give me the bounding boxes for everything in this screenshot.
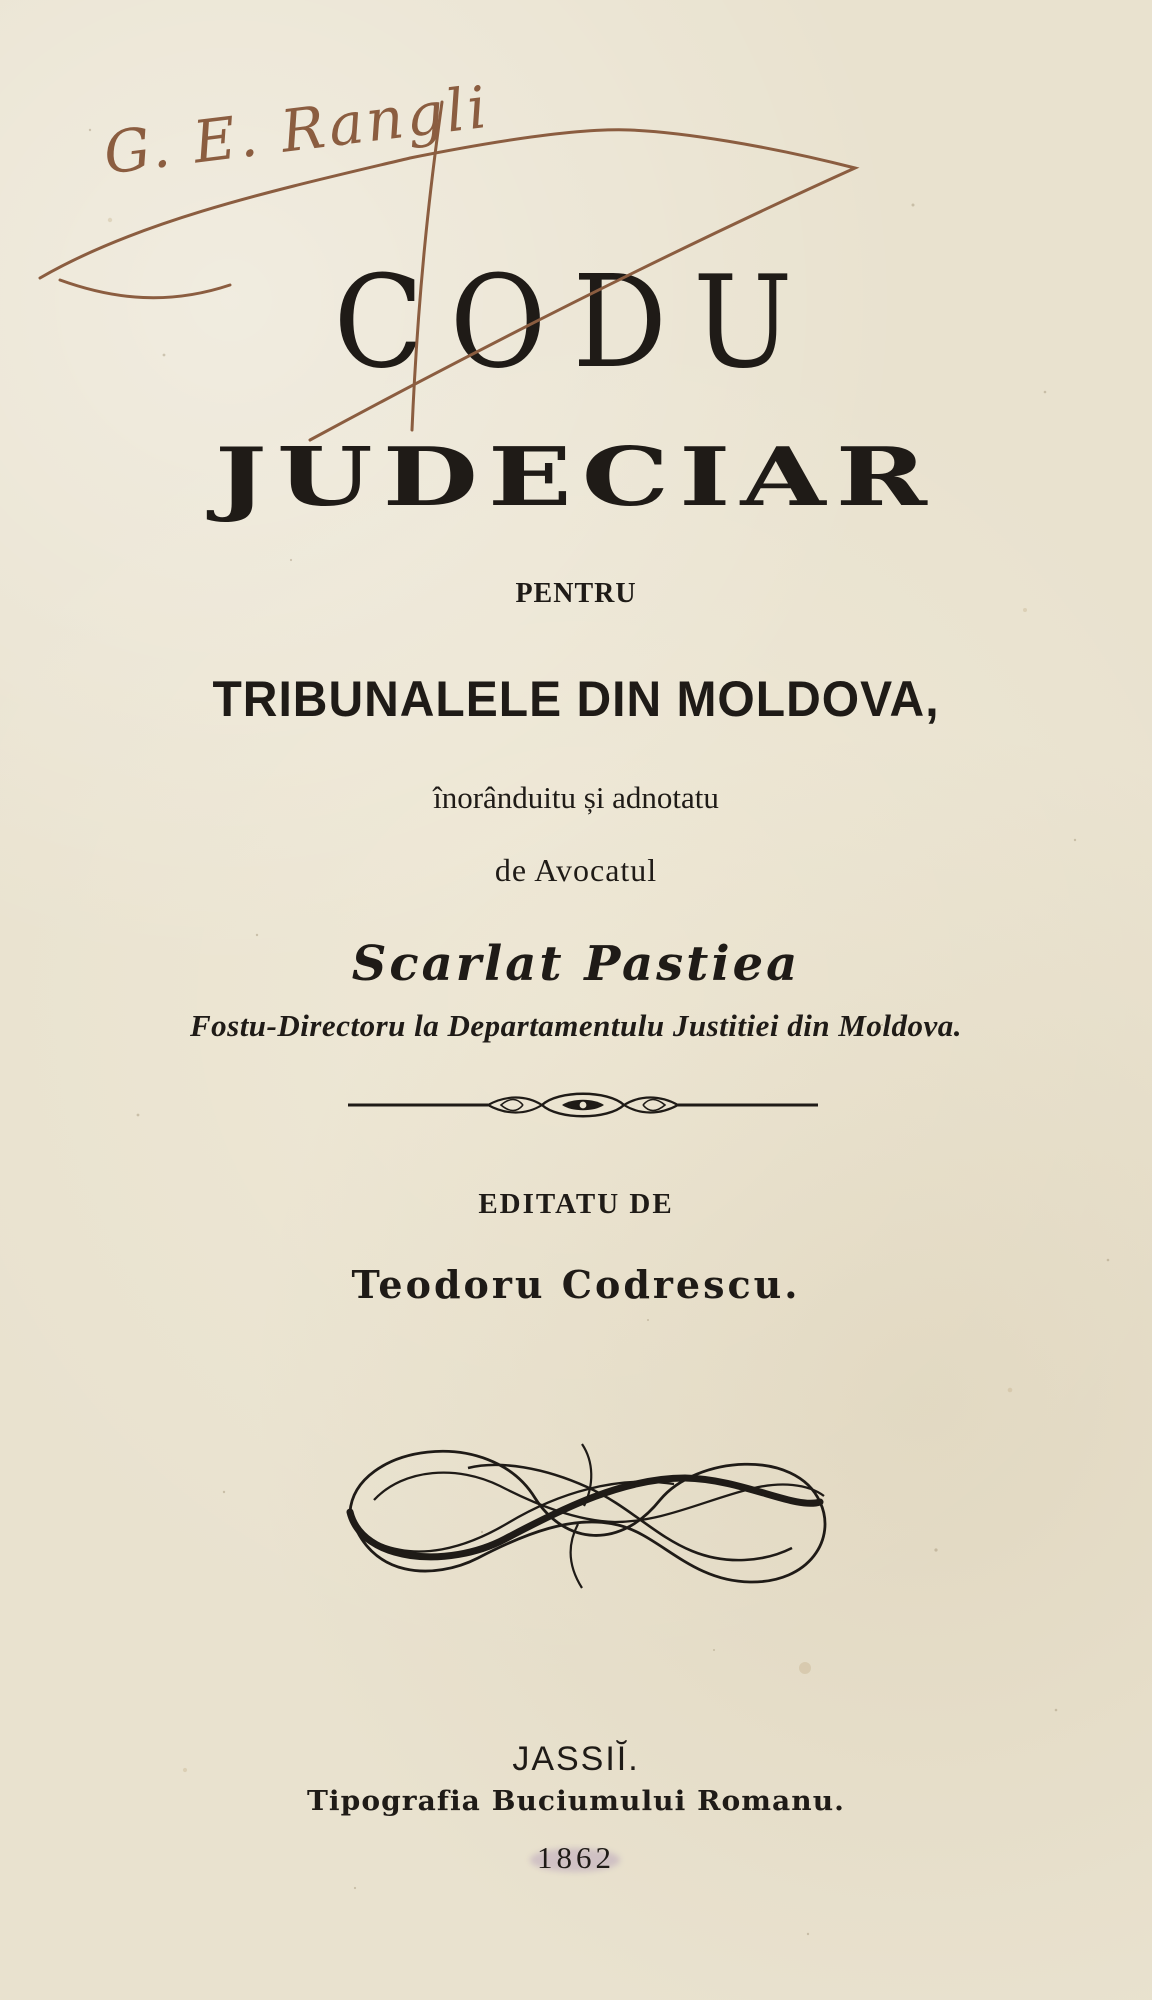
imprint-city: JASSIĬ.: [512, 1740, 640, 1778]
imprint-year: 1862: [537, 1840, 615, 1875]
author-role: Fostu-Directoru la Departamentulu Justitiei din Moldova.: [189, 1008, 963, 1043]
for-label: PENTRU: [515, 578, 637, 609]
title-line-1: CODU: [333, 247, 819, 397]
jurisdiction-line: TRIBUNALELE DIN MOLDOVA,: [212, 671, 940, 728]
description-line: înorânduitu și adnotatu: [433, 780, 719, 815]
editor-name: Teodoru Codrescu.: [351, 1262, 801, 1307]
signature-text: G. E. Rangli: [100, 72, 493, 188]
advocate-line: de Avocatul: [494, 852, 658, 888]
edition-label: EDITATU DE: [478, 1188, 674, 1220]
imprint-press: Tipografia Buciumului Romanu.: [306, 1786, 845, 1817]
author-name: Scarlat Pastiea: [351, 936, 801, 992]
title-line-2: JUDECIAR: [214, 430, 938, 525]
center-divider-icon: [348, 1090, 818, 1120]
flourish-icon: [340, 1430, 830, 1600]
